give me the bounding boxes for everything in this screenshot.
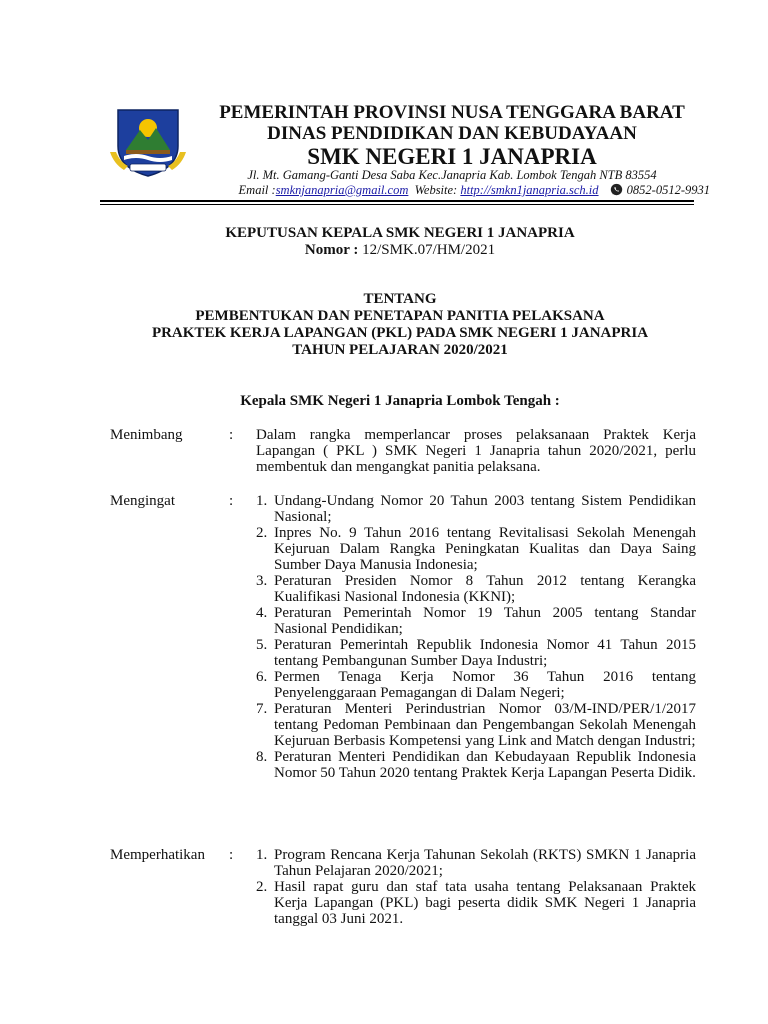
ntb-province-emblem-icon — [104, 106, 192, 178]
website-label: Website: — [414, 183, 458, 197]
letterhead-divider-thin — [100, 204, 694, 205]
memperhatikan-list — [256, 847, 696, 927]
whatsapp-icon — [610, 183, 623, 196]
mengingat-list — [256, 493, 696, 781]
list-item: 4. Peraturan Pemerintah Nomor 19 Tahun 2005 tentang Standar Nasional Pendidikan; — [256, 605, 696, 637]
section-label: Memperhatikan — [110, 847, 205, 863]
list-item: 7. Peraturan Menteri Perindustrian Nomor 03/M-IND/PER/1/2017 tentang Pedoman Pembinaan dan Pengembangan Sekolah Menengah Kejuruan Berbasis Kompetensi yang Link and Match dengan Industri; — [256, 701, 696, 749]
school-name: SMK NEGERI 1 JANAPRIA — [307, 144, 597, 169]
section-colon: : — [229, 847, 234, 863]
menimbang-text: Dalam rangka memperlancar proses pelaksanaan Praktek Kerja Lapangan ( PKL ) SMK Negeri 1 Janapria tahun 2020/2021, perlu membentuk dan mengangkat panitia pelaksana. — [256, 427, 696, 475]
list-item: 6. Permen Tenaga Kerja Nomor 36 Tahun 2016 tentang Penyelenggaraan Pemagangan di Dalam Negeri; — [256, 669, 696, 701]
subject-line-1: PEMBENTUKAN DAN PENETAPAN PANITIA PELAKSANA — [195, 308, 605, 324]
decree-number — [100, 242, 700, 259]
school-address: Jl. Mt. Gamang-Ganti Desa Saba Kec.Janapria Kab. Lombok Tengah NTB 83554 — [247, 168, 657, 182]
list-item: 1. Undang-Undang Nomor 20 Tahun 2003 tentang Sistem Pendidikan Nasional; — [256, 493, 696, 525]
list-item: 8. Peraturan Menteri Pendidikan dan Kebudayaan Republik Indonesia Nomor 50 Tahun 2020 tentang Praktek Kerja Lapangan Peserta Didik. — [256, 749, 696, 781]
government-title: PEMERINTAH PROVINSI NUSA TENGGARA BARAT — [219, 102, 685, 123]
letterhead-divider-thick — [100, 200, 694, 202]
list-item: 5. Peraturan Pemerintah Republik Indonesia Nomor 41 Tahun 2015 tentang Pembangunan Sumber Daya Industri; — [256, 637, 696, 669]
list-item: 3. Peraturan Presiden Nomor 8 Tahun 2012 tentang Kerangka Kualifikasi Nasional Indonesia (KKNI); — [256, 573, 696, 605]
email-label: Email : — [238, 183, 276, 197]
contact-line — [170, 183, 710, 198]
decree-number-value: 12/SMK.07/HM/2021 — [362, 242, 496, 258]
subject-about: TENTANG — [363, 291, 437, 307]
list-item: 2. Hasil rapat guru dan staf tata usaha tentang Pelaksanaan Praktek Kerja Lapangan (PKL) bagi peserta didik SMK Negeri 1 Janapria tanggal 03 Juni 2021. — [256, 879, 696, 927]
website-link[interactable]: http://smkn1janapria.sch.id — [460, 183, 599, 197]
email-link[interactable]: smknjanapria@gmail.com — [275, 183, 409, 197]
section-colon: : — [229, 493, 234, 509]
subject-line-3: TAHUN PELAJARAN 2020/2021 — [292, 342, 508, 358]
section-label: Menimbang — [110, 427, 183, 443]
section-label: Mengingat — [110, 493, 175, 509]
department-title: DINAS PENDIDIKAN DAN KEBUDAYAAN — [267, 123, 637, 144]
decree-number-label: Nomor : — [304, 242, 359, 258]
list-item: 2. Inpres No. 9 Tahun 2016 tentang Revitalisasi Sekolah Menengah Kejuruan Dalam Rangka Peningkatan Kualitas dan Daya Saing Sumber Daya Manusia Indonesia; — [256, 525, 696, 573]
section-colon: : — [229, 427, 234, 443]
issuer-line: Kepala SMK Negeri 1 Janapria Lombok Tengah : — [240, 393, 560, 409]
decree-title: KEPUTUSAN KEPALA SMK NEGERI 1 JANAPRIA — [225, 225, 575, 241]
phone-number: 0852-0512-9931 — [626, 183, 710, 197]
list-item: 1. Program Rencana Kerja Tahunan Sekolah (RKTS) SMKN 1 Janapria Tahun Pelajaran 2020/2021; — [256, 847, 696, 879]
subject-line-2: PRAKTEK KERJA LAPANGAN (PKL) PADA SMK NEGERI 1 JANAPRIA — [151, 325, 649, 341]
